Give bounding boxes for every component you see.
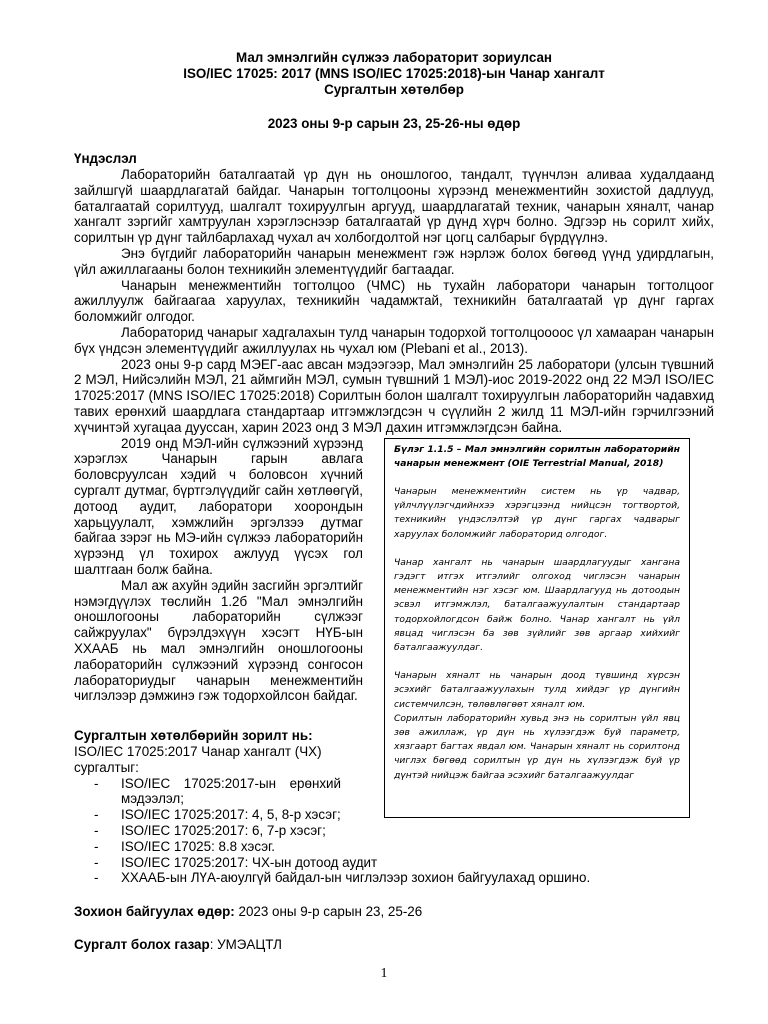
basis-paragraph-2: Энэ бүгдийг лабораторийн чанарын менежмент гэж нэрлэж болох бөгөөд үүнд удирдлагын, үйл ажиллагааны болон техникийн элементүүдийг багтаадаг. — [74, 245, 714, 277]
list-item: - ISO/IEC 17025: 8.8 хэсэг. — [94, 839, 666, 855]
venue-value: : УМЭАЦТЛ — [209, 937, 282, 953]
list-item: - ISO/IEC 17025:2017: ЧХ-ын дотоод аудит — [94, 855, 666, 871]
basis-paragraph-5: 2023 оны 9-р сард МЭЕГ-аас авсан мэдээгээр, Мал эмнэлгийн 25 лаборатори (улсын түвшний 2 МЭЛ, Нийсэлийн МЭЛ, 21 аймгийн МЭЛ, сумын түвшний 1 МЭЛ)-иос 2019-2022 онд 22 МЭЛ ISO/IEC 17025:2017 (MNS ISO/IEC 17025:2018) Сорилтын болон шалгалт тохируулгын лабораторийн чадавхид тавих ерөнхий шаардлага стандартаар итгэмжлэгдсэн ч сүүлийн 2 жилд 11 МЭЛ-ийн гэрчилгээний хүчинтэй хугацаа дууссан, харин 2023 онд 3 МЭЛ дахин итгэмжлэгдсэн байна. — [74, 356, 714, 435]
title-line-1: Мал эмнэлгийн сүлжээ лабораторит зориулсан — [236, 50, 552, 65]
page-number: 1 — [380, 966, 388, 981]
goals-heading: Сургалтын хөтөлбөрийн зорилт нь: — [74, 728, 313, 744]
goals-intro-line-2: сургалтыг: — [74, 759, 139, 775]
organize-date-row — [74, 904, 714, 919]
oie-manual-box — [384, 438, 690, 818]
box-title: Бүлэг 1.1.5 – Мал эмнэлгийн сорилтын лабораторийн чанарын менежмент (OIE Terrestrial Manual, 2018) — [394, 443, 680, 469]
box-paragraph-1: Чанарын менежментийн систем нь үр чадвар, үйлчлүүлэгчдийнхээ хэрэгцээнд нийцсэн тогтвортой, техникийн үндэслэлтэй үр дүнг гаргах чадварыг харуулах боломжийг лабораторид олгодог. — [394, 485, 680, 540]
list-item: - ISO/IEC 17025:2017: 6, 7-р хэсэг; — [94, 823, 666, 839]
document-title — [74, 50, 714, 98]
venue-label: Сургалт болох газар — [74, 937, 210, 953]
goals-intro-line-1: ISO/IEC 17025:2017 Чанар хангалт (ЧХ) — [74, 744, 322, 760]
box-paragraph-3: Чанарын хяналт нь чанарын доод түвшинд хүрсэн эсэхийг баталгаажуулахын тулд хийдэг үр дүнгийн системчилсэн, төлөвлөгөөт хяналт юм. — [394, 670, 680, 710]
venue-row — [74, 937, 714, 952]
basis-paragraph-6: 2019 онд МЭЛ-ийн сүлжээний хүрээнд хэрэглэх Чанарын гарын авлага боловсруулсан хэдий ч боловсон хүчний сургалт дутмаг, бүртгэлүүдийг сайн хөтлөөгүй, дотоод аудит, лаборатори хоорондын харьцуулалт, хэмжлийн эргэлзээ дутмаг байгаа зэрэг нь МЭ-ийн сүлжээ лабораторийн хүрээнд үл тохирох ажлууд үүсэх гол шалтгаан болж байна. — [74, 435, 363, 577]
basis-paragraph-4: Лабораторид чанарыг хадгалахын тулд чанарын тодорхой тогтолцоооос үл хамааран чанарын бүх үндсэн элементүүдийг ажиллуулах нь чухал юм (Plebani et al., 2013). — [74, 324, 714, 356]
organize-date-value: 2023 оны 9-р сарын 23, 25-26 — [234, 904, 423, 920]
basis-paragraph-1: Лабораторийн баталгаатай үр дүн нь оношлогоо, тандалт, түүнчлэн аливаа худалдаанд зайлшгүй шаардлагатай байдаг. Чанарын тогтолцооны хүрээнд менежментийн зохистой дадлууд, баталгаатай сорилтууд, шалгалт тохируулгын аргууд, шаардлагатай техник, чанарын хяналт, чанар хангалт зэргийг хамтруулан хэрэглэснээр баталгаатай үр дүнд хүрч болно. Эдгээр нь сорилт хийх, сорилтын үр дүнг тайлбарлахад чухал ач холбогдолтой нэг цогц салбарыг бүрдүүлнэ. — [74, 167, 714, 246]
list-item: - ХХААБ-ын ЛҮА-аюулгүй байдал-ын чиглэлээр зохион байгуулахад оршино. — [94, 870, 666, 886]
document-page — [74, 50, 714, 952]
box-paragraph-2: Чанар хангалт нь чанарын шаардлагуудыг хангана гэдэгт итгэх итгэлийг олгоход чиглэсэн чанарын менежментийн нэг хэсэг юм. Шаардлагууд нь дотоодын эсвэл итгэмжлэл, баталгаажуулалтын стандартаар тодорхойлогдсон байж болно. Чанар хангалт нь үйл явцад чиглэсэн ба зөв зүйлийг зөв аргаар хийхийг баталгаажуулдаг. — [394, 556, 680, 653]
left-column — [74, 436, 363, 705]
basis-paragraph-3: Чанарын менежментийн тогтолцоо (ЧМС) нь тухайн лаборатори чанарын тогтолцоог ажиллуулж байгаагаа харуулах, техникийн чадамжтай, техникийн баталгаатай үр дүнг гаргах боломжийг олгодог. — [74, 277, 714, 325]
title-line-3: Сургалтын хөтөлбөр — [324, 82, 464, 97]
list-item: - ISO/IEC 17025:2017-ын ерөнхий мэдээлэл; — [94, 776, 341, 808]
organize-date-label: Зохион байгуулах өдөр: — [74, 904, 235, 920]
title-line-2: ISO/IEC 17025: 2017 (MNS ISO/IEC 17025:2018)-ын Чанар хангалт — [183, 66, 605, 81]
list-item: - ISO/IEC 17025:2017: 4, 5, 8-р хэсэг; — [94, 807, 666, 823]
basis-heading: Үндэслэл — [74, 151, 137, 166]
box-paragraph-4: Сорилтын лабораторийн хувьд энэ нь сорилтын үйл явц зөв ажиллаж, үр дүн нь хүлээгдэж буй параметр, хязгаарт багтах явдал юм. Чанарын хяналт нь сорилтонд чиглэх бөгөөд сорилтын үр дүн нь хүлээгдэж буй үр дүнтэй нийцэж байгаа эсэхийг баталгаажуулдаг — [394, 712, 680, 781]
training-date: 2023 оны 9-р сарын 23, 25-26-ны өдөр — [267, 116, 521, 131]
basis-paragraph-7: Мал аж ахуйн эдийн засгийн эргэлтийг нэмэгдүүлэх төслийн 1.2б "Мал эмнэлгийн оношлогооны лабораторийн сүлжээг сайжруулах" бүрэлдэхүүн хэсэгт НҮБ-ын ХХААБ нь мал эмнэлгийн оношлогооны лабораторийн сүлжээний хүрээнд сонгосон лабораториудыг чанарын менежментийн чиглэлээр дэмжинэ гэж тодорхойлсон байдаг. — [74, 577, 363, 704]
